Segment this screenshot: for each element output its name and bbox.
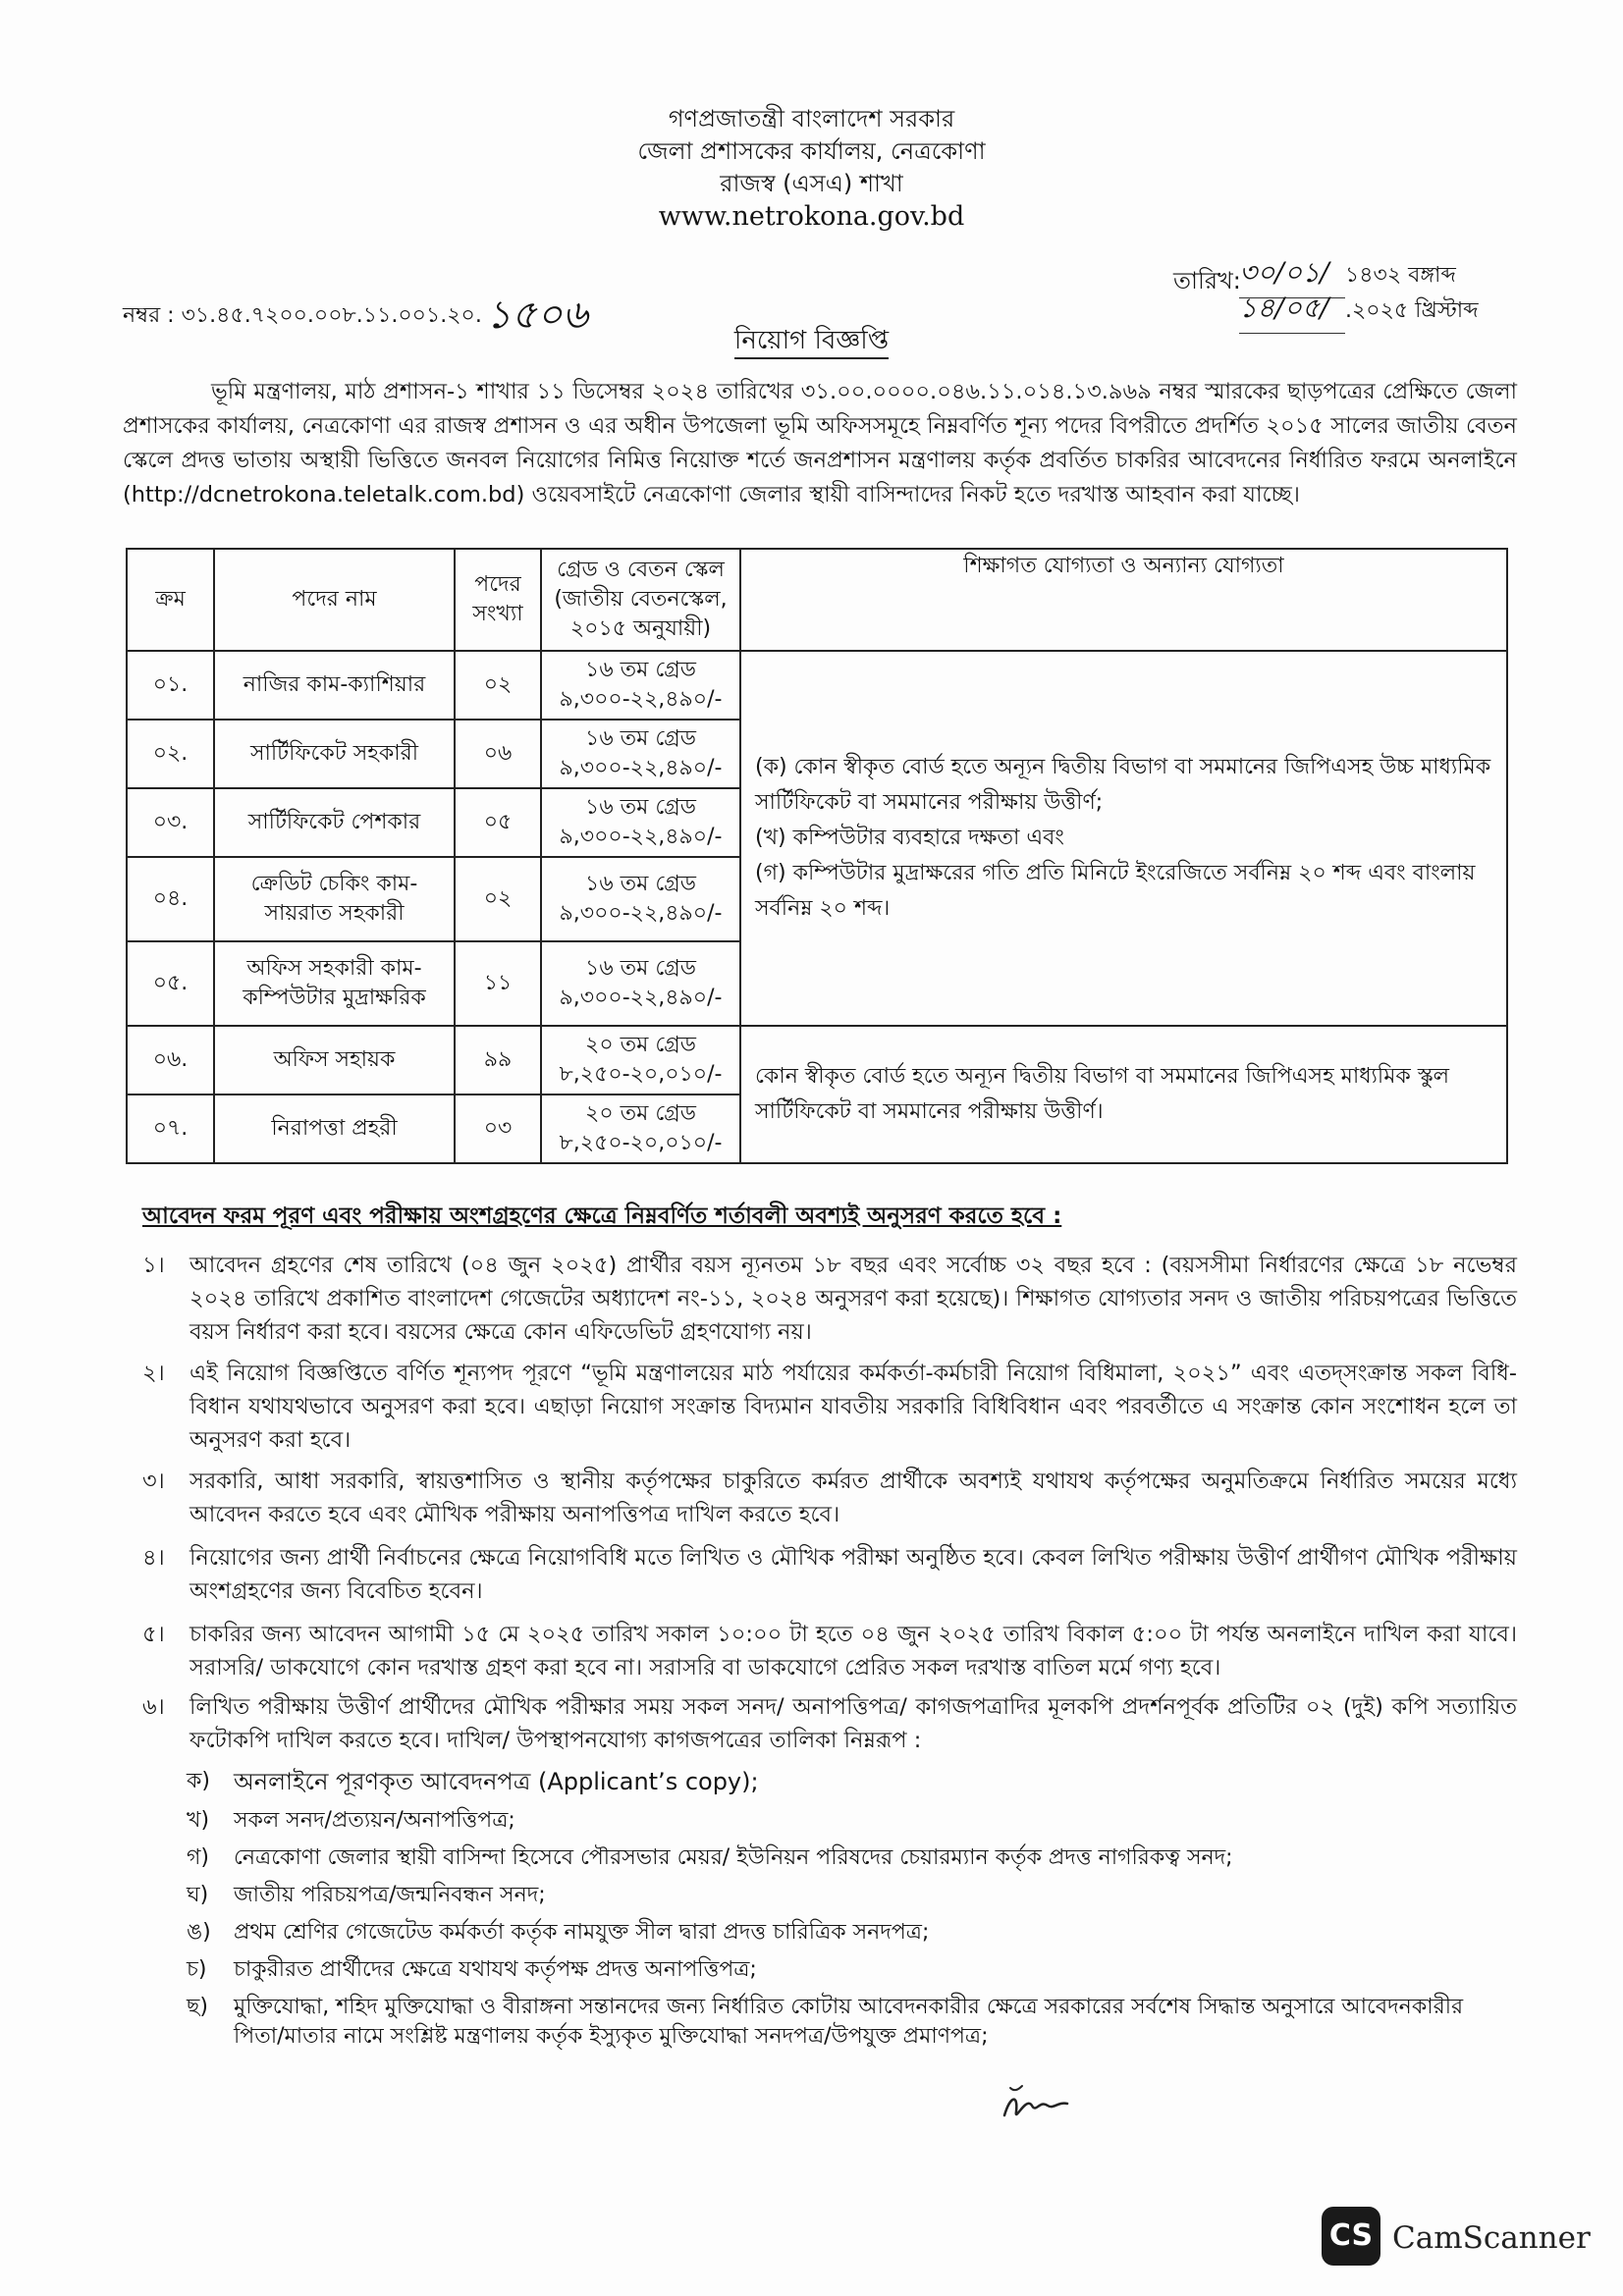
cell-count: ০২	[455, 857, 541, 941]
document-key: ছ)	[187, 1995, 208, 2019]
cell-count: ০৬	[455, 720, 541, 788]
notice-title-text: নিয়োগ বিজ্ঞপ্তি	[734, 326, 889, 359]
qualification-a-3: (গ) কম্পিউটার মুদ্রাক্ষরের গতি প্রতি মিনিটে ইংরেজিতে সর্বনিম্ন ২০ শব্দ এবং বাংলায় সর্বনিম্ন ২০ শব্দ।	[755, 861, 1476, 921]
pay-scale: ৯,৩০০-২২,৪৯০/-	[559, 986, 723, 1010]
grade-label: ১৬ তম গ্রেড	[585, 795, 696, 820]
table-row	[127, 1026, 1507, 1095]
pay-scale: ৮,২৫০-২০,০১০/-	[559, 1062, 723, 1087]
camscanner-text: CamScanner	[1392, 2220, 1591, 2256]
cell-serial: ০৬.	[127, 1026, 214, 1095]
office-header	[0, 103, 1623, 233]
cell-grade	[541, 941, 740, 1026]
document-item	[187, 1881, 1512, 1910]
document-text: অনলাইনে পূরণকৃত আবেদনপত্র (Applicant’s copy);	[234, 1768, 759, 1795]
condition-text: চাকরির জন্য আবেদন আগামী ১৫ মে ২০২৫ তারিখ সকাল ১০:০০ টা হতে ০৪ জুন ২০২৫ তারিখ বিকাল ৫:০০ টা পর্যন্ত অনলাইনে দাখিল করা যাবে। সরাসরি/ ডাকযোগে কোন দরখাস্ত গ্রহণ করা হবে না। সরাসরি বা ডাকযোগে প্রেরিত সকল দরখাস্ত বাতিল মর্মে গণ্য হবে।	[189, 1622, 1517, 1681]
document-key: চ)	[187, 1957, 207, 1982]
cell-post: ক্রেডিট চেকিং কাম-সায়রাত সহকারী	[214, 857, 455, 941]
intro-paragraph: ভূমি মন্ত্রণালয়, মাঠ প্রশাসন-১ শাখার ১১ ডিসেম্বর ২০২৪ তারিখের ৩১.০০.০০০০.০৪৬.১১.০১৪.১৩.৯৬৯ নম্বর স্মারকের ছাড়পত্রের প্রেক্ষিতে জেলা প্রশাসকের কার্যালয়, নেত্রকোণা এর রাজস্ব প্রশাসন ও এর অধীন উপজেলা ভূমি অফিসসমূহে নিম্নবর্ণিত শূন্য পদের বিপরীতে প্রদর্শিত ২০১৫ সালের জাতীয় বেতন স্কেলে প্রদত্ত ভাতায় অস্থায়ী ভিত্তিতে জনবল নিয়োগের নিমিত্ত নিয়োক্ত শর্তে জনপ্রশাসন মন্ত্রণালয় কর্তৃক প্রবর্তিত চাকরির আবেদনের নির্ধারিত ফরমে অনলাইনে (http://dcnetrokona.teletalk.com.bd) ওয়েবসাইটে নেত্রকোণা জেলার স্থায়ী বাসিন্দাদের নিকট হতে দরখাস্ত আহবান করা যাচ্ছে।	[123, 379, 1517, 507]
col-header-qualification: শিক্ষাগত যোগ্যতা ও অন্যান্য যোগ্যতা	[740, 549, 1507, 651]
condition-item	[123, 1465, 1517, 1531]
cell-grade	[541, 1095, 740, 1163]
date-gregorian-handwritten: ১৪/০৫/	[1239, 287, 1345, 334]
condition-text: নিয়োগের জন্য প্রার্থী নির্বাচনের ক্ষেত্রে নিয়োগবিধি মতে লিখিত ও মৌখিক পরীক্ষা অনুষ্ঠিত হবে। কেবল লিখিত পরীক্ষায় উত্তীর্ণ প্রার্থীগণ মৌখিক পরীক্ষায় অংশগ্রহণের জন্য বিবেচিত হবেন।	[189, 1545, 1517, 1604]
document-text: নেত্রকোণা জেলার স্থায়ী বাসিন্দা হিসেবে পৌরসভার মেয়র/ ইউনিয়ন পরিষদের চেয়ারম্যান কর্তৃক প্রদত্ত নাগরিকত্ব সনদ;	[234, 1845, 1233, 1870]
grade-label: ১৬ তম গ্রেড	[585, 872, 696, 896]
cell-grade	[541, 720, 740, 788]
document-item	[187, 1918, 1512, 1948]
cell-post: নিরাপত্তা প্রহরী	[214, 1095, 455, 1163]
memo-label: নম্বর : ৩১.৪৫.৭২০০.০০৮.১১.০০১.২০.	[123, 303, 482, 328]
cell-serial: ০৫.	[127, 941, 214, 1026]
cell-grade	[541, 651, 740, 720]
condition-text: লিখিত পরীক্ষায় উত্তীর্ণ প্রার্থীদের মৌখিক পরীক্ষার সময় সকল সনদ/ অনাপত্তিপত্র/ কাগজপত্রাদির মূলকপি প্রদর্শনপূর্বক প্রতিটির ০২ (দুই) কপি সত্যায়িত ফটোকপি দাখিল করতে হবে। দাখিল/ উপস্থাপনযোগ্য কাগজপত্রের তালিকা নিম্নরূপ :	[189, 1694, 1517, 1753]
pay-scale: ৯,৩০০-২২,৪৯০/-	[559, 756, 723, 780]
date-bangla-suffix: ১৪৩২ বঙ্গাব্দ	[1345, 263, 1456, 288]
date-bangla-handwritten: ৩০/০১/	[1239, 251, 1345, 298]
condition-number: ৪।	[142, 1545, 165, 1571]
qualification-a-2: (খ) কম্পিউটার ব্যবহারে দক্ষতা এবং	[755, 826, 1064, 850]
cell-post: নাজির কাম-ক্যাশিয়ার	[214, 651, 455, 720]
pay-scale: ৮,২৫০-২০,০১০/-	[559, 1131, 723, 1155]
document-text: জাতীয় পরিচয়পত্র/জন্মনিবন্ধন সনদ;	[234, 1883, 546, 1907]
condition-number: ৫।	[142, 1622, 165, 1647]
cell-serial: ০১.	[127, 651, 214, 720]
signature	[997, 2076, 1075, 2139]
signature-scribble	[997, 2076, 1075, 2135]
memo-handwritten-number: ১৫০৬	[485, 293, 588, 338]
cell-post: সার্টিফিকেট সহকারী	[214, 720, 455, 788]
document-key: ঙ)	[187, 1920, 211, 1945]
grade-label: ২০ তম গ্রেড	[585, 1101, 696, 1126]
cell-grade	[541, 857, 740, 941]
col-header-serial: ক্রম	[127, 549, 214, 651]
col-header-grade: গ্রেড ও বেতন স্কেল (জাতীয় বেতনস্কেল, ২০১৫ অনুযায়ী)	[541, 549, 740, 651]
document-item	[187, 1806, 1512, 1836]
condition-item	[123, 1357, 1517, 1457]
cell-grade	[541, 788, 740, 857]
document-item	[187, 1955, 1512, 1985]
conditions-heading: আবেদন ফরম পূরণ এবং পরীক্ষায় অংশগ্রহণের ক্ষেত্রে নিম্নবর্ণিত শর্তাবলী অবশ্যই অনুসরণ করতে হবে :	[142, 1203, 1062, 1229]
grade-label: ২০ তম গ্রেড	[585, 1033, 696, 1057]
document-text: চাকুরীরত প্রার্থীদের ক্ষেত্রে যথাযথ কর্তৃপক্ষ প্রদত্ত অনাপত্তিপত্র;	[234, 1957, 757, 1982]
condition-item	[123, 1618, 1517, 1684]
condition-number: ১।	[142, 1253, 165, 1278]
cell-grade	[541, 1026, 740, 1095]
pay-scale: ৯,৩০০-২২,৪৯০/-	[559, 687, 723, 712]
header-office: জেলা প্রশাসকের কার্যালয়, নেত্রকোণা	[637, 137, 986, 165]
date-gregorian-suffix: .২০২৫ খ্রিস্টাব্দ	[1345, 298, 1479, 323]
document-item	[187, 1843, 1512, 1873]
condition-text: এই নিয়োগ বিজ্ঞপ্তিতে বর্ণিত শূন্যপদ পূরণে “ভূমি মন্ত্রণালয়ের মাঠ পর্যায়ের কর্মকর্তা-কর্মচারী নিয়োগ বিধিমালা, ২০২১” এবং এতদ্সংক্রান্ত সকল বিধি-বিধান যথাযথভাবে অনুসরণ করা হবে। এছাড়া নিয়োগ সংক্রান্ত বিদ্যমান যাবতীয় সরকারি বিধিবিধান এবং পরবর্তীতে এ সংক্রান্ত কোন সংশোধন হলে তা অনুসরণ করা হবে।	[189, 1361, 1518, 1453]
col-header-count: পদের সংখ্যা	[455, 549, 541, 651]
camscanner-logo-icon: CS	[1322, 2207, 1380, 2266]
condition-item	[123, 1249, 1517, 1349]
document-key: ঘ)	[187, 1883, 209, 1907]
pay-scale: ৯,৩০০-২২,৪৯০/-	[559, 825, 723, 849]
condition-number: ২।	[142, 1361, 165, 1386]
pay-scale: ৯,৩০০-২২,৪৯০/-	[559, 901, 723, 926]
header-government: গণপ্রজাতন্ত্রী বাংলাদেশ সরকার	[668, 105, 955, 133]
qualification-a-1: (ক) কোন স্বীকৃত বোর্ড হতে অন্যূন দ্বিতীয় বিভাগ বা সমমানের জিপিএসহ উচ্চ মাধ্যমিক সার্টিফিকেট বা সমমানের পরীক্ষায় উত্তীর্ণ;	[755, 755, 1491, 815]
header-branch: রাজস্ব (এসএ) শাখা	[720, 170, 903, 197]
cell-qualification-group-b: কোন স্বীকৃত বোর্ড হতে অন্যূন দ্বিতীয় বিভাগ বা সমমানের জিপিএসহ মাধ্যমিক স্কুল সার্টিফিকেট বা সমমানের পরীক্ষায় উত্তীর্ণ।	[740, 1026, 1507, 1163]
condition-item	[123, 1690, 1517, 1757]
condition-text: সরকারি, আধা সরকারি, স্বায়ত্তশাসিত ও স্থানীয় কর্তৃপক্ষের চাকুরিতে কর্মরত প্রার্থীকে অবশ্যই যথাযথ কর্তৃপক্ষের অনুমতিক্রমে নির্ধারিত সময়ের মধ্যে আবেদন করতে হবে এবং মৌখিক পরীক্ষায় অনাপত্তিপত্র দাখিল করতে হবে।	[189, 1468, 1517, 1527]
cell-count: ০২	[455, 651, 541, 720]
document-item	[187, 1993, 1512, 2052]
document-key: গ)	[187, 1845, 210, 1870]
cell-post: অফিস সহায়ক	[214, 1026, 455, 1095]
condition-number: ৩।	[142, 1468, 165, 1494]
col-header-post: পদের নাম	[214, 549, 455, 651]
notice-title	[0, 320, 1623, 363]
cell-serial: ০২.	[127, 720, 214, 788]
condition-item	[123, 1541, 1517, 1608]
table-header-row	[127, 549, 1507, 651]
cell-post: অফিস সহকারী কাম-কম্পিউটার মুদ্রাক্ষরিক	[214, 941, 455, 1026]
grade-label: ১৬ তম গ্রেড	[585, 726, 696, 751]
grade-label: ১৬ তম গ্রেড	[585, 956, 696, 981]
document-text: সকল সনদ/প্রত্যয়ন/অনাপত্তিপত্র;	[234, 1808, 515, 1833]
cell-count: ৯৯	[455, 1026, 541, 1095]
cell-count: ১১	[455, 941, 541, 1026]
cell-serial: ০৩.	[127, 788, 214, 857]
grade-label: ১৬ তম গ্রেড	[585, 658, 696, 682]
header-website: www.netrokona.gov.bd	[658, 201, 965, 232]
document-text: মুক্তিযোদ্ধা, শহিদ মুক্তিযোদ্ধা ও বীরাঙ্গনা সন্তানদের জন্য নির্ধারিত কোটায় আবেদনকারীর ক্ষেত্রে সরকারের সর্বশেষ সিদ্ধান্ত অনুসারে আবেদনকারীর পিতা/মাতার নামে সংশ্লিষ্ট মন্ত্রণালয় কর্তৃক ইস্যুকৃত মুক্তিযোদ্ধা সনদপত্র/উপযুক্ত প্রমাণপত্র;	[234, 1995, 1464, 2049]
cell-serial: ০৪.	[127, 857, 214, 941]
table-row	[127, 651, 1507, 720]
cell-post: সার্টিফিকেট পেশকার	[214, 788, 455, 857]
document-key: ক)	[187, 1769, 210, 1793]
cell-serial: ০৭.	[127, 1095, 214, 1163]
cell-count: ০৩	[455, 1095, 541, 1163]
condition-number: ৬।	[142, 1694, 165, 1720]
date-label: তারিখ:	[1173, 267, 1241, 294]
condition-text: আবেদন গ্রহণের শেষ তারিখে (০৪ জুন ২০২৫) প্রার্থীর বয়স ন্যূনতম ১৮ বছর এবং সর্বোচ্চ ৩২ বছর হবে : (বয়সসীমা নির্ধারণের ক্ষেত্রে ১৮ নভেম্বর ২০২৪ তারিখে প্রকাশিত বাংলাদেশ গেজেটের অধ্যাদেশ নং-১১, ২০২৪ অনুসরণ করা হয়েছে)। শিক্ষাগত যোগ্যতার সনদ ও জাতীয় পরিচয়পত্রের ভিত্তিতে বয়স নির্ধারণ করা হবে। বয়সের ক্ষেত্রে কোন এফিডেভিট গ্রহণযোগ্য নয়।	[189, 1253, 1517, 1345]
cell-qualification-group-a	[740, 651, 1507, 1026]
document-text: প্রথম শ্রেণির গেজেটেড কর্মকর্তা কর্তৃক নামযুক্ত সীল দ্বারা প্রদত্ত চারিত্রিক সনদপত্র;	[234, 1920, 930, 1945]
cell-count: ০৫	[455, 788, 541, 857]
document-item	[187, 1767, 1512, 1796]
posts-table	[126, 548, 1508, 1164]
document-key: খ)	[187, 1808, 210, 1833]
